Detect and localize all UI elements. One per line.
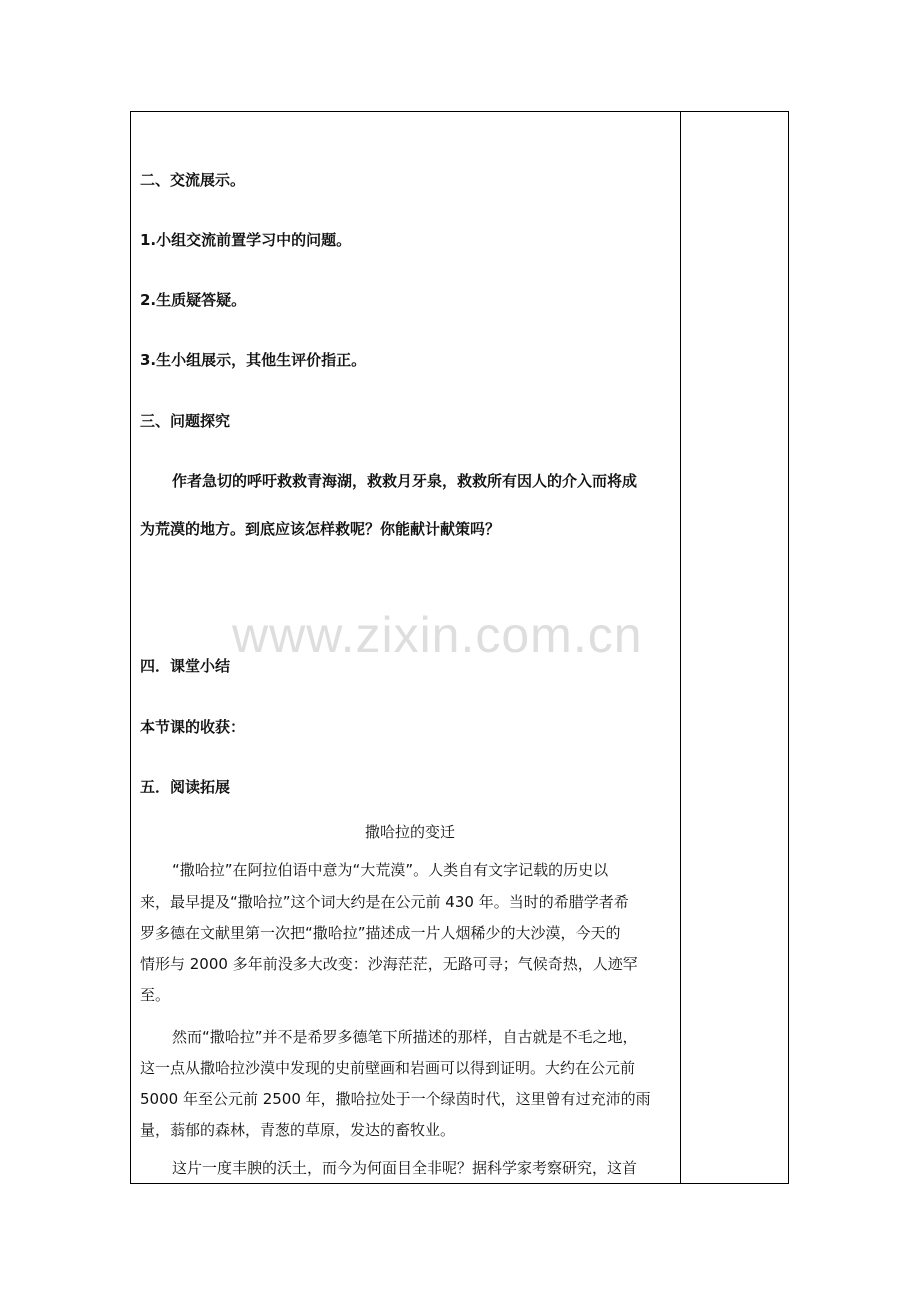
section-3-text-line-1: 作者急切的呼吁救救青海湖，救救月牙泉，救救所有因人的介入而将成 <box>172 472 638 490</box>
reading-p1-line-4: 情形与 2000 多年前没多大改变：沙海茫茫，无路可寻；气候奇热，人迹罕 <box>140 955 638 973</box>
watermark: www.zixin.com.cn <box>232 607 643 663</box>
reading-p3-line-1: 这片一度丰腴的沃土，而今为何面目全非呢？据科学家考察研究，这首 <box>172 1159 638 1177</box>
section-2-item-1: 1.小组交流前置学习中的问题。 <box>140 231 352 249</box>
reading-p2-line-1: 然而“撒哈拉”并不是希罗多德笔下所描述的那样，自古就是不毛之地， <box>172 1028 638 1046</box>
column-divider <box>680 112 681 1183</box>
section-5-heading: 五．阅读拓展 <box>140 778 231 796</box>
section-2-item-3: 3.生小组展示，其他生评价指正。 <box>140 351 367 369</box>
section-3-text-line-2: 为荒漠的地方。到底应该怎样救呢？你能献计献策吗？ <box>140 520 501 538</box>
reading-p2-line-3: 5000 年至公元前 2500 年，撒哈拉处于一个绿茵时代，这里曾有过充沛的雨 <box>140 1090 651 1108</box>
section-2-item-2: 2.生质疑答疑。 <box>140 291 247 309</box>
section-3-heading: 三、问题探究 <box>140 412 231 430</box>
reading-p1-line-3: 罗多德在文献里第一次把“撒哈拉”描述成一片人烟稀少的大沙漠，今天的 <box>140 924 621 942</box>
reading-p2-line-2: 这一点从撒哈拉沙漠中发现的史前壁画和岩画可以得到证明。大约在公元前 <box>140 1059 636 1077</box>
reading-p1-line-2: 来，最早提及“撒哈拉”这个词大约是在公元前 430 年。当时的希腊学者希 <box>140 893 629 911</box>
section-4-heading: 四．课堂小结 <box>140 657 231 675</box>
reading-p1-line-1: “撒哈拉”在阿拉伯语中意为“大荒漠”。人类自有文字记载的历史以 <box>172 861 609 879</box>
reading-p2-line-4: 量，蓊郁的森林，青葱的草原，发达的畜牧业。 <box>140 1121 456 1139</box>
section-2-heading: 二、交流展示。 <box>140 171 246 189</box>
reading-title: 撒哈拉的变迁 <box>364 823 455 841</box>
section-4-text: 本节课的收获： <box>140 718 246 736</box>
reading-p1-line-5: 至。 <box>140 986 171 1004</box>
